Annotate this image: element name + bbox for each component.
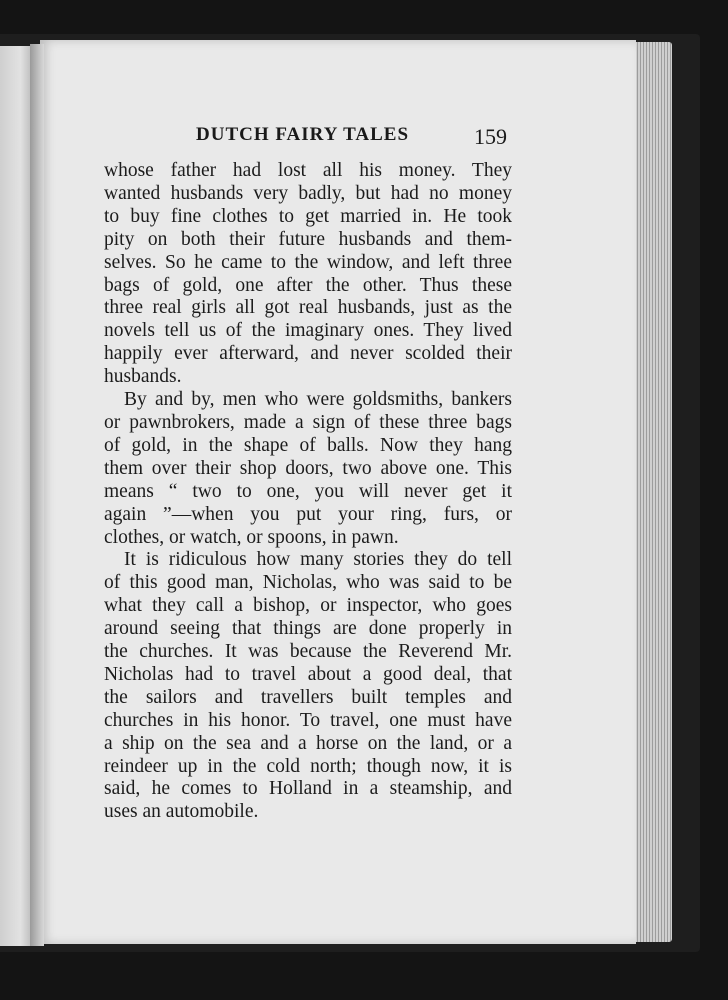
text-line: happily ever afterward, and never scolded their [104,343,512,365]
text-line: churches in his honor. To travel, one must have [104,709,512,731]
text-line: wanted husbands very badly, but had no money [104,182,512,204]
text-line: or pawnbrokers, made a sign of these three bags [104,411,512,433]
text-line: the sailors and travellers built temples and [104,686,512,708]
text-line: pity on both their future husbands and them- [104,228,512,250]
text-line: novels tell us of the imaginary ones. They lived [104,320,512,342]
text-line: of gold, in the shape of balls. Now they hang [104,434,512,456]
page-block-edges [632,42,672,942]
text-line: said, he comes to Holland in a steamship, and [104,778,512,800]
book-gutter [30,44,44,946]
text-line: to buy fine clothes to get married in. He took [104,205,512,227]
text-line: around seeing that things are done properly in [104,618,512,640]
text-line: clothes, or watch, or spoons, in pawn. [104,526,399,548]
body-text [104,160,512,824]
text-line: bags of gold, one after the other. Thus these [104,274,512,296]
text-line: husbands. [104,366,182,388]
text-line: By and by, men who were goldsmiths, bankers [124,389,512,411]
text-line: the churches. It was because the Reverend Mr. [104,641,512,663]
page-number: 159 [474,124,507,149]
text-line: means “ two to one, you will never get it [104,480,512,502]
text-line: of this good man, Nicholas, who was said to be [104,572,512,594]
facing-page-edge [0,46,34,946]
text-line: Nicholas had to travel about a good deal, that [104,663,512,685]
paragraph-2 [104,389,512,549]
running-head: DUTCH FAIRY TALES [196,124,410,145]
text-line: reindeer up in the cold north; though now, it is [104,755,512,777]
text-line: a ship on the sea and a horse on the land, or a [104,732,512,754]
text-line: them over their shop doors, two above one. This [104,457,512,479]
text-line: three real girls all got real husbands, just as the [104,297,512,319]
text-line: selves. So he came to the window, and left three [104,251,512,273]
text-line: what they call a bishop, or inspector, who goes [104,595,512,617]
paragraph-3 [104,549,512,824]
paragraph-1 [104,160,512,389]
text-line: uses an automobile. [104,801,259,823]
text-line: again ”—when you put your ring, furs, or [104,503,512,525]
text-line: whose father had lost all his money. They [104,160,512,181]
text-line: It is ridiculous how many stories they do tell [124,549,512,571]
